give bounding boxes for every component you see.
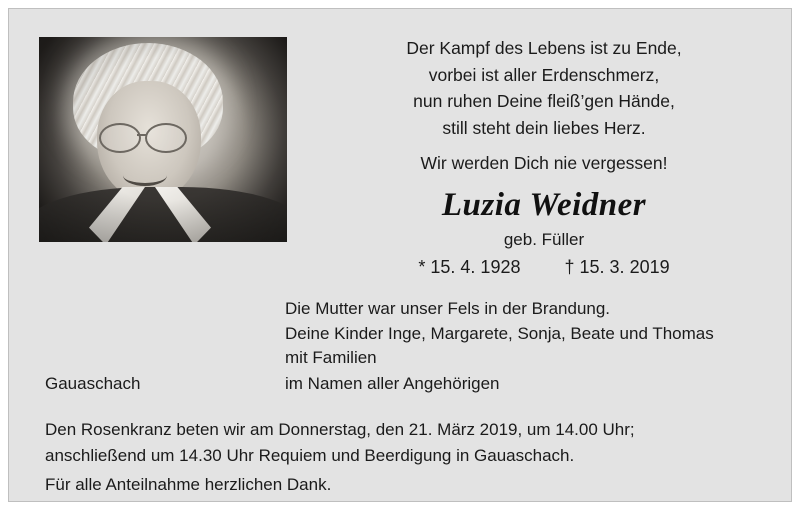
service-line-1: Den Rosenkranz beten wir am Donnerstag, den 21. März 2019, um 14.00 Uhr;	[45, 420, 635, 439]
with-families-line: mit Familien	[285, 348, 377, 368]
verse-line-5: Wir werden Dich nie vergessen!	[420, 153, 668, 174]
verse-spacer	[309, 141, 779, 150]
birth-date: * 15. 4. 1928	[418, 257, 521, 277]
portrait-photo	[39, 37, 287, 242]
verse-line-1: Der Kampf des Lebens ist zu Ende,	[406, 38, 682, 58]
obituary-notice	[8, 8, 792, 502]
family-block	[285, 297, 785, 371]
portrait-vignette	[39, 37, 287, 242]
thanks-line: Für alle Anteilnahme herzlichen Dank.	[45, 475, 332, 494]
verse-line-3: nun ruhen Deine fleiß’gen Hände,	[413, 91, 675, 112]
portrait-photo-image	[39, 37, 287, 242]
memorial-verse	[309, 35, 779, 177]
children-line: Deine Kinder Inge, Margarete, Sonja, Beate und Thomas	[285, 323, 714, 343]
maiden-name: geb. Füller	[503, 230, 585, 249]
service-details	[45, 417, 775, 468]
service-line-2: anschließend um 14.30 Uhr Requiem und Beerdigung in Gauaschach.	[45, 445, 575, 465]
verse-line-4: still steht dein liebes Herz.	[442, 117, 646, 138]
place-name: Gauaschach	[45, 374, 141, 393]
death-date: † 15. 3. 2019	[564, 257, 670, 277]
tribute-line: Die Mutter war unser Fels in der Brandung.	[285, 299, 611, 318]
life-dates	[309, 257, 779, 278]
deceased-name: Luzia Weidner	[441, 187, 647, 223]
verse-line-2: vorbei ist aller Erdenschmerz,	[428, 64, 660, 85]
on-behalf-line: im Namen aller Angehörigen	[285, 374, 500, 393]
